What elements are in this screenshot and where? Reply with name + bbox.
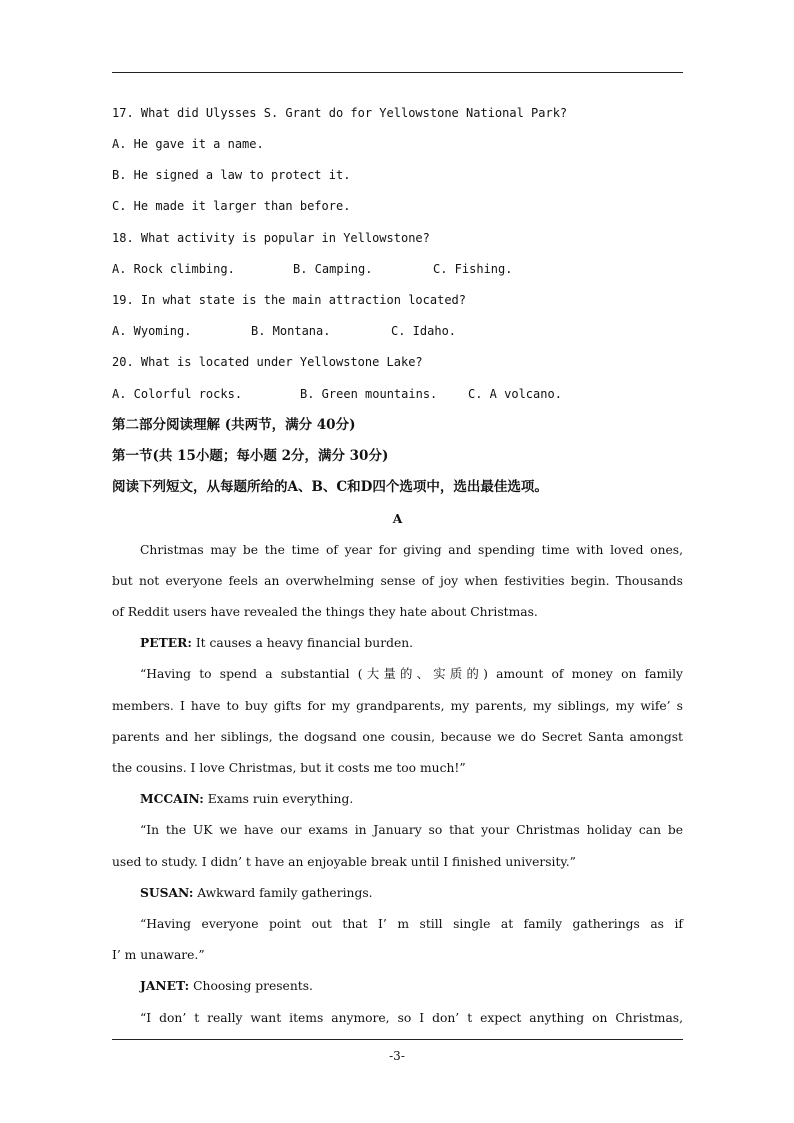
question-20-options (112, 386, 683, 402)
passage-intro-line: but not everyone feels an overwhelming sense of joy when festivities begin. Thousands (112, 574, 683, 588)
janet-quote-line: “I don’ t really want items anymore, so I don’ t expect anything on Christmas, (140, 1011, 683, 1025)
question-17-option-a: A. He gave it a name. (112, 137, 264, 151)
peter-quote-line: parents and her siblings, the dogsand one cousin, because we do Secret Santa amongst (112, 730, 683, 744)
peter-quote-line: members. I have to buy gifts for my grandparents, my parents, my siblings, my wife’ s (112, 699, 683, 713)
question-19-option-a: A. Wyoming. (112, 324, 192, 338)
mccain-quote-line: “In the UK we have our exams in January so that your Christmas holiday can be (140, 823, 683, 837)
speaker-name: SUSAN: (140, 885, 194, 900)
question-17-stem: 17. What did Ulysses S. Grant do for Yellowstone National Park? (112, 106, 568, 120)
speaker-name: PETER: (140, 635, 192, 650)
susan-heading (112, 885, 683, 901)
question-20-option-a: A. Colorful rocks. (112, 387, 243, 401)
question-19-option-b: B. Montana. (251, 324, 331, 338)
passage-intro-line: Christmas may be the time of year for giving and spending time with loved ones, (140, 543, 683, 557)
mccain-quote-line: used to study. I didn’ t have an enjoyable break until I finished university.” (112, 855, 576, 869)
peter-quote-line: “Having to spend a substantial (大量的、实质的) amount of money on family (140, 667, 683, 681)
speaker-topic: Choosing presents. (189, 979, 313, 993)
page-number: -3- (389, 1049, 405, 1063)
question-20-option-c: C. A volcano. (468, 387, 562, 401)
speaker-topic: Awkward family gatherings. (193, 886, 373, 900)
subsection-title: 第一节(共 15小题；每小题 2分，满分 30分) (112, 448, 389, 464)
janet-heading (112, 978, 683, 994)
peter-quote-line: the cousins. I love Christmas, but it costs me too much!” (112, 761, 466, 775)
question-18-option-b: B. Camping. (293, 262, 373, 276)
question-20-stem: 20. What is located under Yellowstone Lake? (112, 355, 423, 369)
speaker-name: JANET: (140, 978, 190, 993)
passage-label: A (392, 511, 403, 526)
part-title: 第二部分阅读理解 (共两节，满分 40分) (112, 417, 356, 433)
question-18-stem: 18. What activity is popular in Yellowstone? (112, 231, 430, 245)
susan-quote-line: I’ m unaware.” (112, 948, 205, 962)
question-19-stem: 19. In what state is the main attraction located? (112, 293, 467, 307)
speaker-topic: It causes a heavy financial burden. (191, 636, 414, 650)
speaker-topic: Exams ruin everything. (203, 792, 354, 806)
question-18-options (112, 261, 683, 277)
question-19-option-c: C. Idaho. (391, 324, 457, 338)
header-rule (112, 72, 683, 73)
passage-intro-line: of Reddit users have revealed the things they hate about Christmas. (112, 605, 538, 619)
peter-heading (112, 635, 683, 651)
mccain-heading (112, 791, 683, 807)
instruction: 阅读下列短文，从每题所给的A、B、C和D四个选项中，选出最佳选项。 (112, 479, 548, 495)
footer-rule (112, 1039, 683, 1040)
question-17-option-b: B. He signed a law to protect it. (112, 168, 351, 182)
question-17-option-c: C. He made it larger than before. (112, 199, 351, 213)
speaker-name: MCCAIN: (140, 791, 204, 806)
question-19-options (112, 323, 683, 339)
question-20-option-b: B. Green mountains. (300, 387, 438, 401)
question-18-option-a: A. Rock climbing. (112, 262, 235, 276)
susan-quote-line: “Having everyone point out that I’ m still single at family gatherings as if (140, 917, 683, 931)
question-18-option-c: C. Fishing. (433, 262, 513, 276)
